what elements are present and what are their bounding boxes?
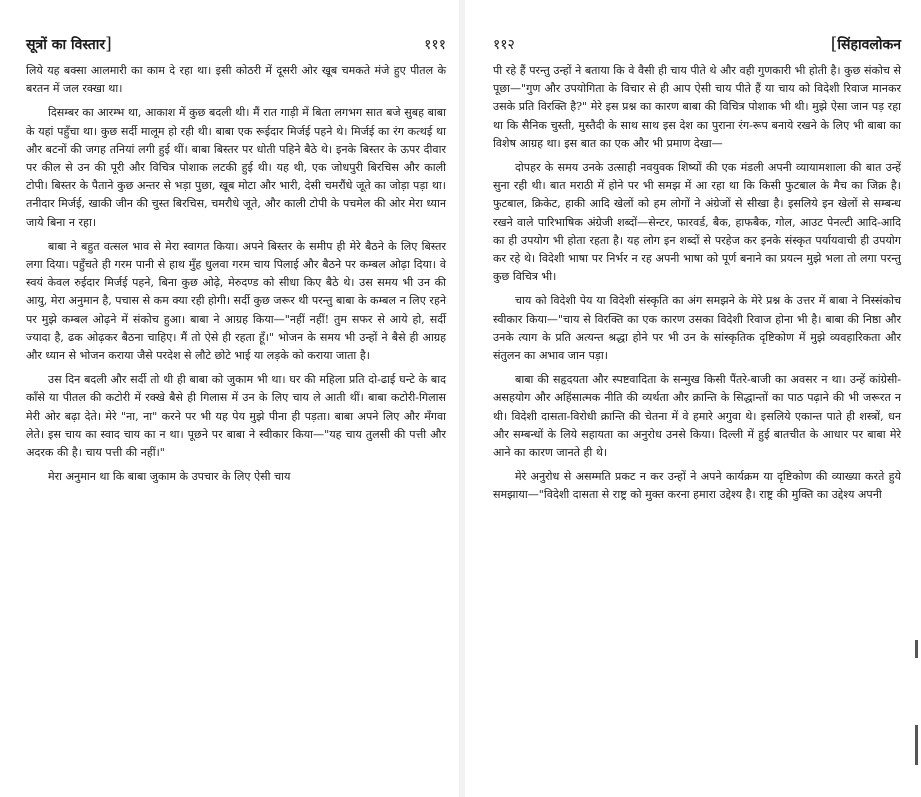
right-paragraph: मेरे अनुरोध से असम्मति प्रकट न कर उन्हों ने अपने कार्यक्रम या दृष्टिकोण की व्याख्या करते हुये समझाया—"विदेशी दासता से राष्ट्र को मुक्त करना हमारा उद्देश्य है। राष्ट्र की मुक्ति का उद्देश्य अपनी bbox=[493, 470, 901, 502]
scan-edge-mark bbox=[915, 725, 918, 765]
left-header-bracket: ] bbox=[105, 34, 112, 54]
right-paragraph: बाबा की सहृदयता और स्पष्टवादिता के सन्मुख किसी पैंतरे-बाजी का अवसर न था। उन्हें कांग्रेसी-असहयोग और अहिंसात्मक नीति की व्यर्थता और क्रान्ति के सिद्धान्तों का पाठ पढ़ाने की भी जरूरत न थी। विदेशी दासता-विरोधी क्रान्ति की चेतना में वे हमारे अगुवा थे। इसलिये एकान्त पाते ही शस्त्रों, धन और सम्बन्धों के लिये सहायता का अनुरोध उनसे किया। दिल्ली में हुई बातचीत के आधार पर बाबा मेरे आने का कारण जानते ही थे। bbox=[493, 373, 901, 460]
left-paragraph: लिये यह बक्सा आलमारी का काम दे रहा था। इसी कोठरी में दूसरी ओर खूब चमकते मंजे हुए पीतल के बरतन में जल रक्खा था। bbox=[26, 64, 446, 96]
right-running-title: सिंहावलोकन bbox=[837, 37, 901, 53]
left-page-number: १११ bbox=[424, 37, 446, 53]
right-header-bracket: [ bbox=[830, 34, 838, 54]
left-paragraph: उस दिन बदली और सर्दी तो थी ही बाबा को जुकाम भी था। घर की महिला प्रति दो-ढाई घन्टे के बाद काँसे या पीतल की कटोरी में रक्खे बैसे ही गिलास में उन के लिए चाय ले आती थीं। बाबा कटोरी-गिलास मेरी ओर बढ़ा देते। मेरे "ना, ना" करने पर भी यह पेय मुझे पीना ही पड़ता। बाबा अपने लिए और मँगवा लेते। इस चाय का स्वाद चाय का न था। पूछने पर बाबा ने स्वीकार किया—"यह चाय तुलसी की पत्ती और अदरक की है। चाय पत्ती की नहीं।" bbox=[26, 373, 446, 460]
right-page-header bbox=[493, 34, 901, 58]
left-paragraph: दिसम्बर का आरम्भ था, आकाश में कुछ बदली थी। मैं रात गाड़ी में बिता लगभग सात बजे सुबह बाबा के यहां पहुँचा था। कुछ सर्दी मालूम हो रही थी। बाबा एक रूईदार मिर्जई पहने थे। मिर्जई का रंग कत्थई था और बटनों की जगह तनियां लगी हुई थीं। बाबा बिस्तर पर धोती पहिने बैठे थे। इनके बिस्तर के ऊपर दीवार पर कील से उन की पूरी और विचित्र पोशाक लटकी हुई थी। यह थी, एक जोधपुरी बिरचिस और काली टोपी। बिस्तर के पैताने कुछ अन्तर से भड़ा पुछा, खूब मोटा और भारी, देसी चमरौंधे जूते का जोड़ा पड़ा था। तनीदार मिर्जई, खाकी जीन की चुस्त बिरचिस, चमरौधे जूते, और काली टोपी के पचमेल की ओर मेरा ध्यान जाये बिना न रहा। bbox=[26, 106, 446, 229]
left-paragraph: बाबा ने बहुत वत्सल भाव से मेरा स्वागत किया। अपने बिस्तर के समीप ही मेरे बैठने के लिए बिस्तर लगा दिया। पहुँचते ही गरम पानी से हाथ मुँह धुलवा गरम चाय पिलाई और बैठने पर कम्बल ओढ़ा दिया। वे स्वयं केवल रुईदार मिर्जई पहने, बिना कुछ ओढ़े, मेरुदण्ड को सीधा किए बैठे थे। उस समय भी उन की आयु, मेरा अनुमान है, पचास से कम क्या रही होगी। सर्दी कुछ जरूर थी परन्तु बाबा के कम्बल न लिए रहने पर मुझे कम्बल ओढ़ने में संकोच हुआ। बाबा ने आग्रह किया—"नहीं नहीं! तुम सफर से आये हो, सर्दी ज्यादा है, ढक ओढ़कर बैठना चाहिए। मैं तो ऐसे ही रहता हूँ।" भोजन के समय भी उन्हों ने बैसे ही आग्रह और ध्यान से भोजन कराया जैसे परदेश से लौटे छोटे भाई या लड़के को कराया जाता है। bbox=[26, 239, 446, 363]
right-paragraph: चाय को विदेशी पेय या विदेशी संस्कृति का अंग समझने के मेरे प्रश्न के उत्तर में बाबा ने निस्संकोच स्वीकार किया—"चाय से विरक्ति का एक कारण उसका विदेशी रिवाज होना भी है। बाबा की निष्ठा और उनके त्याग के प्रति अत्यन्त श्रद्धा होने पर भी उन के सांस्कृतिक दृष्टिकोण में मुझे व्यवहारिकता और संतुलन का अभाव जान पड़ा। bbox=[493, 294, 901, 363]
right-page-number: ११२ bbox=[493, 37, 515, 53]
right-page-body bbox=[493, 62, 901, 505]
right-page bbox=[465, 0, 921, 797]
left-paragraph: मेरा अनुमान था कि बाबा जुकाम के उपचार के लिए ऐसी चाय bbox=[48, 470, 291, 484]
left-page-header bbox=[26, 34, 446, 58]
left-running-title: सूत्रों का विस्तार bbox=[26, 37, 106, 53]
left-page-body bbox=[26, 62, 446, 486]
right-paragraph: दोपहर के समय उनके उत्साही नवयुवक शिष्यों की एक मंडली अपनी व्यायामशाला की बात उन्हें सुना रही थी। बात मराठी में होने पर भी समझ में आ रहा था कि किसी फुटबाल के मैच का जिक्र है। फुटबाल, क्रिकेट, हाकी आदि खेलों को हम लोगों ने अंग्रेजों से सीखा है। इसलिये इन खेलों से सम्बन्ध रखने वाले पारिभाषिक अंग्रेजी शब्दों—सेन्टर, फारवर्ड, बैक, हाफबैक, गोल, आउट पेनल्टी आदि-आदि का ही उपयोग भी होता रहता है। यह लोग इन शब्दों से परहेज कर इनके संस्कृत पर्यायवाची ही उपयोग कर रहे थे। विदेशी भाषा पर निर्भर न रह अपनी भाषा को पूर्ण बनाने का प्रयत्न मुझे भला तो लगा परन्तु कुछ विचित्र भी। bbox=[493, 161, 901, 284]
right-paragraph: पी रहे हैं परन्तु उन्हों ने बताया कि वे वैसी ही चाय पीते थे और वही गुणकारी भी होती है। कुछ संकोच से पूछा—"गुण और उपयोगिता के विचार से ही आप ऐसी चाय पीते हैं या चाय को विदेशी रिवाज मानकर उसके प्रति विरक्ति है?" मेरे इस प्रश्न का कारण बाबा की विचित्र पोशाक भी थी। मुझे ऐसा जान पड़ रहा था कि सैनिक चुस्ती, मुस्तैदी के साथ साथ इस देश का पुराना रंग-रूप बनाये रखने के लिए भी बाबा का विशेष आग्रह था। इस बात का एक और भी प्रमाण देखा— bbox=[493, 64, 901, 150]
left-page bbox=[0, 0, 460, 797]
scan-edge-mark bbox=[915, 640, 918, 658]
